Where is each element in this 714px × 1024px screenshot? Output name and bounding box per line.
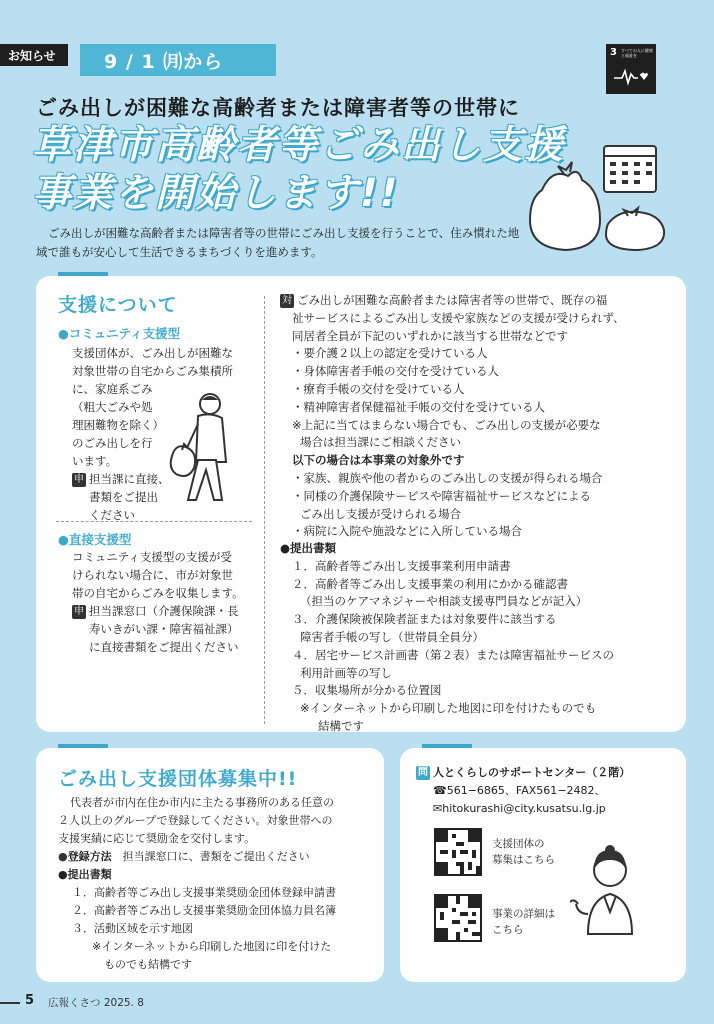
recruit-text: 代表者が市内在住か市内に主たる事務所のある任意の ２人以上のグループで登録してください。対象世帯への 支援実績に応じて奨励金を交付します。 ●登録方法 担当課窓口に、書類をご提出ください ●提出書類 １．高齢者等ごみ出し支援事業奨励金団体登録申請書 ２．高齢者等ごみ出し支援事業奨励金団体協力員名簿 ３．活動区域を示す地図 ※インターネットから印刷した地図に印を付けた ものでも結構です — [58, 796, 336, 971]
eligibility-badge: 対 — [282, 295, 292, 306]
sdg-badge — [606, 44, 656, 94]
phone-number: ☎561−6865、 — [433, 784, 516, 797]
contact-info: 問 人とくらしのサポートセンター（２階） ☎561−6865、FAX561−2482、 ✉hitokurashi@city.kusatsu.lg.jp — [416, 764, 682, 818]
subtitle: ごみ出しが困難な高齢者または障害者等の世帯に — [36, 96, 520, 120]
recruit-card — [36, 748, 384, 982]
page-number: 5 — [25, 993, 35, 1008]
sdg-number: 3 — [610, 47, 617, 58]
title-line-1: 草津市高齢者等ごみ出し支援 — [32, 123, 566, 168]
qr-recruit-label: 支援団体の 募集はこちら — [492, 838, 555, 866]
date-banner: 9 / 1 ㈪から — [80, 44, 276, 76]
magazine-name: 広報くさつ 2025. 8 — [48, 997, 144, 1009]
intro-text: ごみ出しが困難な高齢者または障害者等の世帯にごみ出し支援を行うことで、住み慣れた地域で誰もが安心して生活できるまちづくりを進めます。 — [36, 226, 520, 259]
card-accent — [422, 744, 472, 748]
notice-tag: お知らせ — [0, 44, 68, 66]
column-divider — [264, 296, 265, 724]
qr-code-recruit[interactable] — [434, 828, 482, 876]
qr-details-label: 事業の詳細は こちら — [492, 908, 555, 936]
card-accent — [58, 744, 108, 748]
fax-number: FAX561−2482、 — [515, 784, 606, 797]
support-card — [36, 276, 686, 732]
card-accent — [58, 272, 108, 276]
section-divider — [56, 521, 252, 522]
recruit-heading: ごみ出し支援団体募集中!! — [58, 768, 298, 790]
staff-person-illustration — [570, 844, 650, 972]
person-carrying-bag-illustration — [168, 390, 248, 510]
inquiry-badge: 問 — [418, 767, 428, 778]
title-line-2: 事業を開始します!! — [32, 171, 400, 216]
support-heading: 支援について — [58, 294, 178, 316]
contact-card — [400, 748, 686, 982]
apply-badge: 申 — [74, 606, 84, 617]
qr-code-details[interactable] — [434, 894, 482, 942]
sdg-label: すべての人に健康と福祉を — [621, 48, 653, 58]
main-title — [32, 122, 565, 218]
direct-text: コミュニティ支援型の支援が受 けられない場合に、市が対象世 帯の自宅からごみを収集します。 申 担当課窓口（介護保険課・長 寿いきがい課・障害福祉課） に直接書類をご提出ください — [72, 550, 244, 654]
email-address: ✉hitokurashi@city.kusatsu.lg.jp — [433, 802, 606, 815]
heartbeat-icon — [614, 66, 648, 86]
community-text: 支援団体が、ごみ出しが困難な 対象世帯の自宅からごみ集積所 に、家庭系ごみ （粗大ごみや処 理困難物を除く） のごみ出しを行 います。 申 担当課に直接、 書類をご提出 ください — [72, 346, 233, 522]
documents-block: ●提出書類 １．高齢者等ごみ出し支援事業利用申請書 ２．高齢者等ごみ出し支援事業の利用にかかる確認書 （担当のケアマネジャーや相談支援専門員などが記入） ３．介護保険被保険者証または対象要件に該当する 障害者手帳の写し（世帯員全員分） ４．居宅サービス計画書（第２表）または障害福祉サービスの 利用計画等の写し ５．収集場所が分かる位置図 ※インターネットから印刷した地図に印を付けたものでも 結構です — [280, 541, 614, 733]
footer-line — [0, 1002, 20, 1004]
direct-heading: ●直接支援型 — [58, 532, 132, 547]
eligibility-block: 対 ごみ出しが困難な高齢者または障害者等の世帯で、既存の福 祉サービスによるごみ出し支援や家族などの支援が受けられず、 同居者全員が下記のいずれかに該当する世帯などです ・要介護２以上の認定を受けている人 ・身体障害者手帳の交付を受けている人 ・療育手帳の交付を受けている人 ・精神障害者保健福祉手帳の交付を受けている人 ※上記に当てはまらない場合でも、ごみ出しの支援が必要な 場合は担当課にご相談ください 以下の場合は本事業の対象外です ・家族、親族や他の者からのごみ出しの支援が得られる場合 ・同様の介護保険サービスや障害福祉サービスなどによる ごみ出し支援が受けられる場合 ・病院に入院や施設などに入所している場合 — [282, 293, 625, 539]
garbage-bags-illustration — [528, 140, 668, 258]
apply-badge: 申 — [74, 474, 84, 485]
community-heading: ●コミュニティ支援型 — [58, 326, 181, 341]
